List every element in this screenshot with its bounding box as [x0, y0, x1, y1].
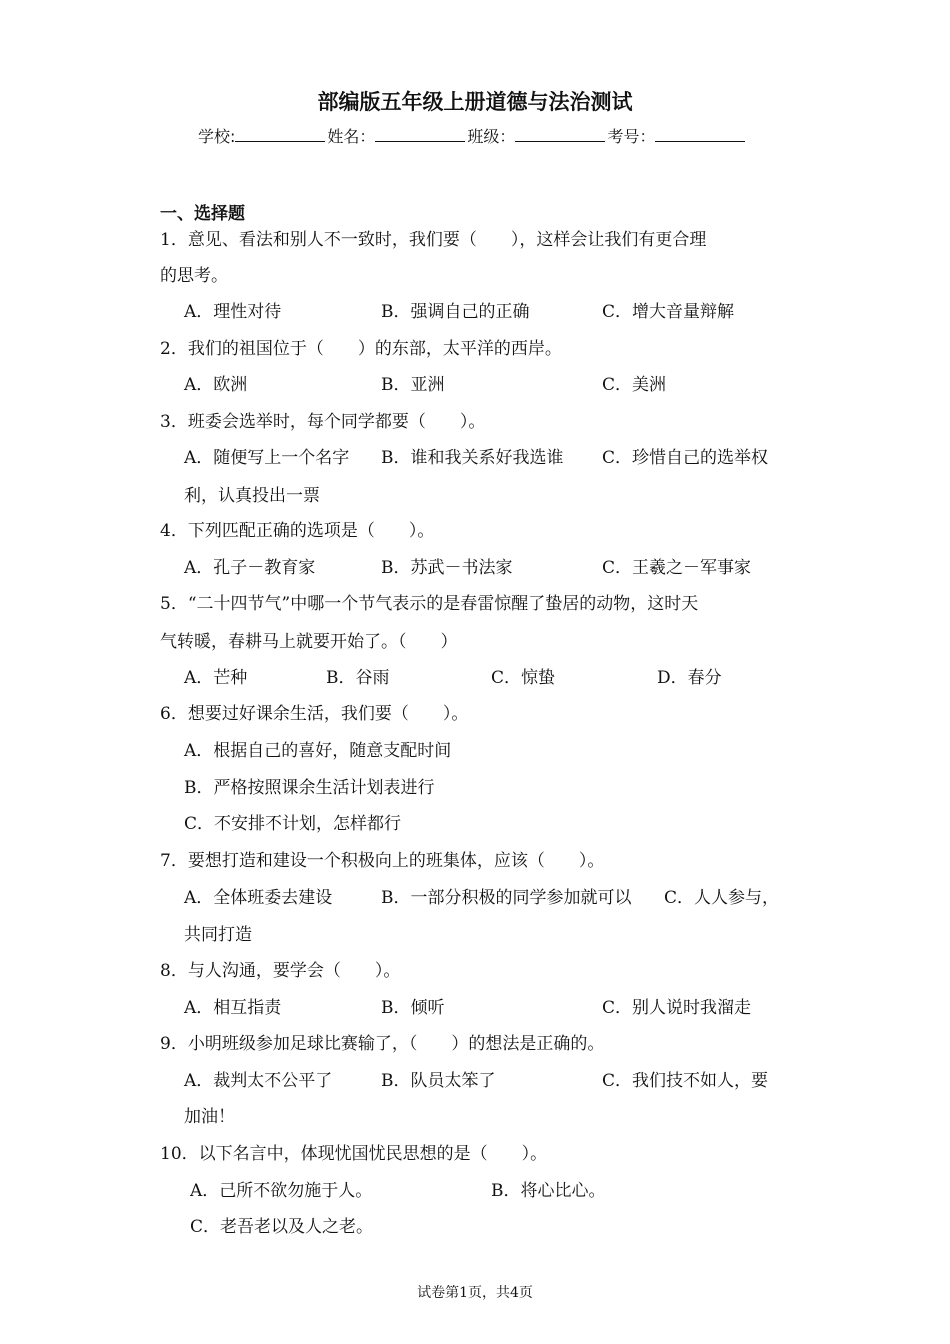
q7-option-c-wrap: 共同打造 — [184, 925, 252, 945]
q3-option-c[interactable]: C．珍惜自己的选举权 — [602, 448, 769, 468]
question-1-text: 1．意见、看法和别人不一致时，我们要（ ），这样会让我们有更合理 — [160, 230, 707, 250]
class-blank[interactable] — [515, 127, 605, 142]
id-label: 考号： — [607, 127, 656, 146]
q6-option-b[interactable]: B．严格按照课余生活计划表进行 — [184, 778, 435, 798]
school-blank[interactable] — [235, 127, 325, 142]
q9-option-c[interactable]: C．我们技不如人，要 — [602, 1071, 769, 1091]
question-7-text: 7．要想打造和建设一个积极向上的班集体，应该（ ）。 — [160, 851, 605, 871]
q9-option-b[interactable]: B．队员太笨了 — [381, 1071, 496, 1091]
student-info-line — [198, 124, 747, 147]
q5-option-d[interactable]: D．春分 — [657, 668, 722, 688]
q8-option-a[interactable]: A．相互指责 — [184, 998, 282, 1018]
q5-option-a[interactable]: A．芒种 — [184, 668, 248, 688]
q1-option-b[interactable]: B．强调自己的正确 — [381, 302, 530, 322]
q3-option-b[interactable]: B．谁和我关系好我选谁 — [381, 448, 564, 468]
q9-option-c-wrap: 加油！ — [184, 1107, 235, 1127]
section-heading: 一、选择题 — [160, 204, 245, 224]
q10-option-c[interactable]: C．老吾老以及人之老。 — [190, 1217, 374, 1237]
question-3-text: 3．班委会选举时，每个同学都要（ ）。 — [160, 412, 486, 432]
question-2-text: 2．我们的祖国位于（ ）的东部，太平洋的西岸。 — [160, 339, 562, 359]
class-label: 班级： — [467, 127, 516, 146]
question-6-text: 6．想要过好课余生活，我们要（ ）。 — [160, 704, 469, 724]
q5-option-b[interactable]: B．谷雨 — [326, 668, 390, 688]
q9-option-a[interactable]: A．裁判太不公平了 — [184, 1071, 333, 1091]
q10-option-b[interactable]: B．将心比心。 — [491, 1181, 606, 1201]
question-8-text: 8．与人沟通，要学会（ ）。 — [160, 961, 401, 981]
q1-option-c[interactable]: C．增大音量辩解 — [602, 302, 735, 322]
question-4-text: 4．下列匹配正确的选项是（ ）。 — [160, 521, 435, 541]
q3-option-a[interactable]: A．随便写上一个名字 — [184, 448, 350, 468]
question-10-text: 10．以下名言中，体现忧国忧民思想的是（ ）。 — [160, 1144, 548, 1164]
q2-option-c[interactable]: C．美洲 — [602, 375, 667, 395]
question-1-text-cont: 的思考。 — [160, 266, 228, 286]
q5-option-c[interactable]: C．惊蛰 — [491, 668, 556, 688]
q4-option-b[interactable]: B．苏武－书法家 — [381, 558, 513, 578]
q7-option-b[interactable]: B．一部分积极的同学参加就可以 — [381, 888, 632, 908]
page-footer: 试卷第1页，共4页 — [417, 1285, 533, 1301]
page-title: 部编版五年级上册道德与法治测试 — [317, 90, 633, 114]
id-blank[interactable] — [655, 127, 745, 142]
q2-option-a[interactable]: A．欧洲 — [184, 375, 248, 395]
q2-option-b[interactable]: B．亚洲 — [381, 375, 445, 395]
name-blank[interactable] — [375, 127, 465, 142]
q8-option-c[interactable]: C．别人说时我溜走 — [602, 998, 752, 1018]
q4-option-c[interactable]: C．王羲之－军事家 — [602, 558, 752, 578]
q7-option-a[interactable]: A．全体班委去建设 — [184, 888, 333, 908]
q4-option-a[interactable]: A．孔子－教育家 — [184, 558, 316, 578]
q6-option-a[interactable]: A．根据自己的喜好，随意支配时间 — [184, 741, 452, 761]
question-5-text-cont: 气转暖，春耕马上就要开始了。（ ） — [160, 632, 458, 652]
question-9-text: 9．小明班级参加足球比赛输了，（ ）的想法是正确的。 — [160, 1034, 605, 1054]
school-label: 学校: — [198, 127, 236, 146]
q10-option-a[interactable]: A．己所不欲勿施于人。 — [190, 1181, 373, 1201]
q1-option-a[interactable]: A．理性对待 — [184, 302, 282, 322]
question-5-text: 5．“二十四节气”中哪一个节气表示的是春雷惊醒了蛰居的动物，这时天 — [160, 594, 699, 614]
q3-option-c-wrap: 利，认真投出一票 — [184, 486, 320, 506]
q6-option-c[interactable]: C．不安排不计划，怎样都行 — [184, 814, 402, 834]
q8-option-b[interactable]: B．倾听 — [381, 998, 445, 1018]
name-label: 姓名： — [327, 127, 376, 146]
q7-option-c[interactable]: C．人人参与， — [664, 888, 780, 908]
